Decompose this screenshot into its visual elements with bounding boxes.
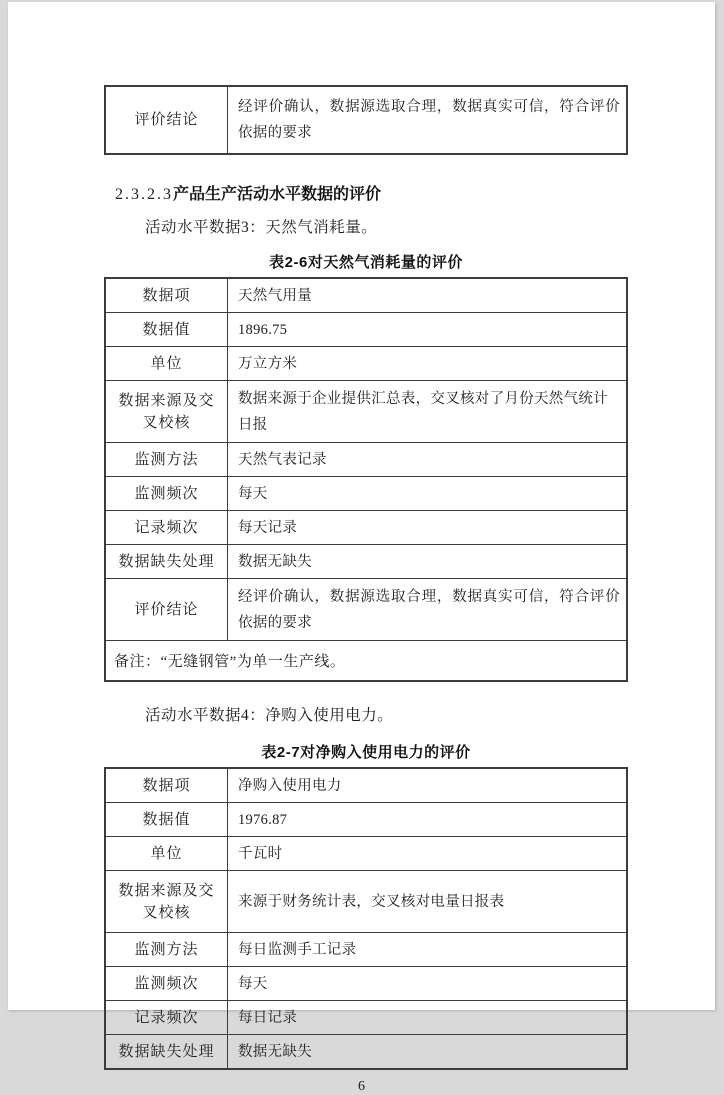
row-label-cell: 数据缺失处理 xyxy=(105,1035,228,1070)
section-heading-title: 产品生产活动水平数据的评价 xyxy=(173,186,382,203)
row-value-cell: 1896.75 xyxy=(228,313,628,347)
table-row xyxy=(105,933,627,967)
row-label-cell: 数据来源及交叉校核 xyxy=(105,871,228,933)
row-value-cell: 来源于财务统计表，交叉核对电量日报表 xyxy=(228,871,628,933)
row-label-cell: 数据来源及交叉校核 xyxy=(105,381,228,443)
table-row xyxy=(105,871,627,933)
table-2-7 xyxy=(104,767,628,1070)
row-value-cell: 数据无缺失 xyxy=(228,1035,628,1070)
row-label-cell: 监测方法 xyxy=(105,933,228,967)
row-label-cell: 数据值 xyxy=(105,313,228,347)
row-label-cell: 记录频次 xyxy=(105,1001,228,1035)
row-value-cell: 数据无缺失 xyxy=(228,545,628,579)
row-value-cell: 每日记录 xyxy=(228,1001,628,1035)
table-note-row xyxy=(105,641,627,682)
table-row xyxy=(105,86,627,154)
table-row xyxy=(105,837,627,871)
section-heading xyxy=(115,181,715,204)
paragraph-activity-data-3: 活动水平数据3：天然气消耗量。 xyxy=(145,219,378,236)
table-row xyxy=(105,347,627,381)
paragraph-activity-data-4: 活动水平数据4：净购入使用电力。 xyxy=(145,707,394,724)
table-row xyxy=(105,1035,627,1070)
table-2-7-caption: 表2-7对净购入使用电力的评价 xyxy=(261,744,471,761)
table-row xyxy=(105,278,627,313)
table-2-6-caption: 表2-6对天然气消耗量的评价 xyxy=(269,254,463,271)
row-value-cell: 经评价确认，数据源选取合理，数据真实可信，符合评价依据的要求 xyxy=(228,86,628,154)
table-row xyxy=(105,967,627,1001)
row-label-cell: 评价结论 xyxy=(105,579,228,641)
table-2-6 xyxy=(104,277,628,682)
row-label-cell: 监测频次 xyxy=(105,967,228,1001)
table-row xyxy=(105,579,627,641)
document-page xyxy=(8,2,715,1094)
row-value-cell: 千瓦时 xyxy=(228,837,628,871)
table-row xyxy=(105,313,627,347)
row-value-cell: 每天 xyxy=(228,477,628,511)
row-value-cell: 天然气表记录 xyxy=(228,443,628,477)
row-value-cell: 净购入使用电力 xyxy=(228,768,628,803)
row-value-cell: 每天记录 xyxy=(228,511,628,545)
table-note-cell: 备注：“无缝钢管”为单一生产线。 xyxy=(105,641,627,682)
page-number: 6 xyxy=(358,1079,365,1094)
row-label-cell: 监测方法 xyxy=(105,443,228,477)
table-row xyxy=(105,545,627,579)
table-row xyxy=(105,381,627,443)
row-value-cell: 1976.87 xyxy=(228,803,628,837)
row-value-cell: 每日监测手工记录 xyxy=(228,933,628,967)
row-label-cell: 单位 xyxy=(105,837,228,871)
row-value-cell: 万立方米 xyxy=(228,347,628,381)
row-label-cell: 数据值 xyxy=(105,803,228,837)
table-row xyxy=(105,477,627,511)
row-label-cell: 单位 xyxy=(105,347,228,381)
row-label-cell: 数据项 xyxy=(105,768,228,803)
row-label-cell: 评价结论 xyxy=(105,86,228,154)
row-label-cell: 监测频次 xyxy=(105,477,228,511)
table-row xyxy=(105,803,627,837)
row-label-cell: 记录频次 xyxy=(105,511,228,545)
row-value-cell: 天然气用量 xyxy=(228,278,628,313)
row-value-cell: 每天 xyxy=(228,967,628,1001)
evaluation-table-partial xyxy=(104,85,628,155)
row-value-cell: 数据来源于企业提供汇总表，交叉核对了月份天然气统计日报 xyxy=(228,381,628,443)
section-heading-number: 2.3.2.3 xyxy=(115,186,173,203)
row-label-cell: 数据缺失处理 xyxy=(105,545,228,579)
table-row xyxy=(105,768,627,803)
row-value-cell: 经评价确认，数据源选取合理，数据真实可信，符合评价依据的要求 xyxy=(228,579,628,641)
table-row xyxy=(105,443,627,477)
row-label-cell: 数据项 xyxy=(105,278,228,313)
table-row xyxy=(105,511,627,545)
